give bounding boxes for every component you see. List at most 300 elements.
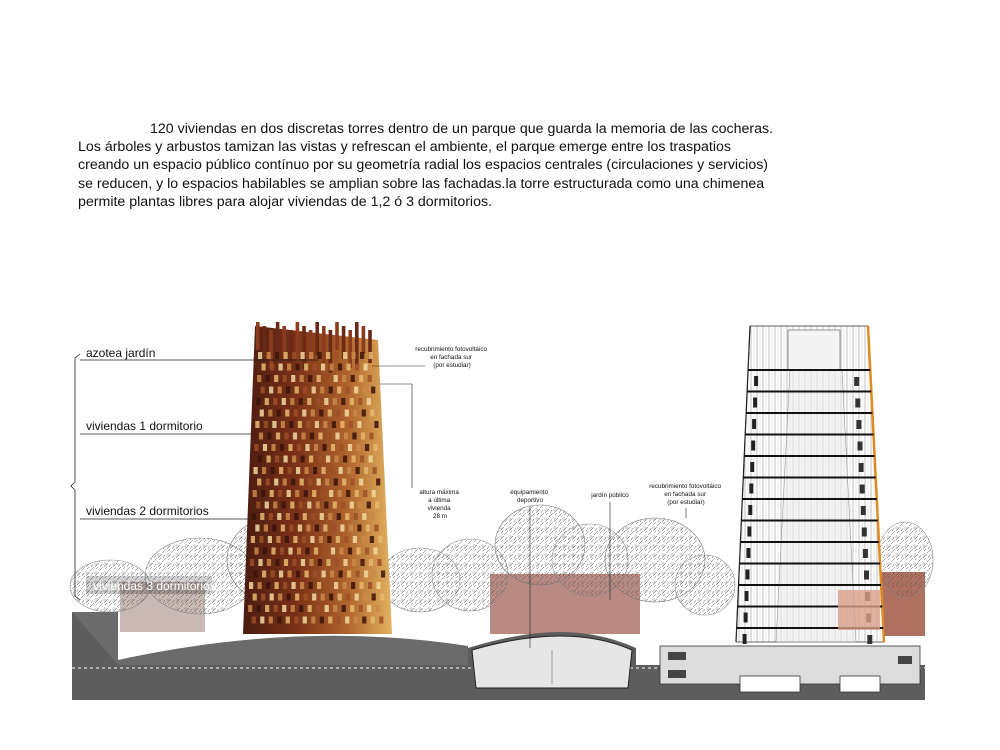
facade-window [299, 502, 303, 509]
facade-window [362, 410, 366, 417]
parked-car [898, 656, 912, 664]
facade-window [317, 582, 321, 589]
tree [877, 522, 933, 598]
resident-figure [751, 441, 755, 451]
svg-text:recubrimiento fotovoltáico [415, 346, 489, 369]
facade-window [253, 490, 257, 497]
facade-window [378, 536, 382, 543]
facade-window [286, 387, 290, 394]
parked-car [668, 652, 686, 660]
facade-window [279, 364, 283, 371]
facade-window [267, 559, 271, 566]
facade-window [275, 559, 279, 566]
facade-window [368, 479, 372, 486]
facade-window [255, 421, 259, 428]
facade-window [249, 582, 253, 589]
facade-window [309, 582, 313, 589]
annotation-height-line-3: vivienda [427, 505, 451, 512]
facade-window [272, 525, 276, 532]
annotation-pv-right-line-2: en fachada sur [664, 491, 706, 498]
facade-window [323, 525, 327, 532]
facade-window [269, 617, 273, 624]
facade-window [348, 548, 352, 555]
facade-window [342, 605, 346, 612]
facade-slat [362, 326, 366, 354]
facade-window [359, 605, 363, 612]
facade-window [280, 548, 284, 555]
facade-window [252, 513, 256, 520]
facade-window [331, 548, 335, 555]
facade-window [373, 444, 377, 451]
facade-window [332, 525, 336, 532]
facade-window [346, 490, 350, 497]
facade-window [284, 352, 288, 359]
facade-window [350, 605, 354, 612]
facade-window [372, 594, 376, 601]
facade-window [338, 364, 342, 371]
facade-window [316, 502, 320, 509]
facade-window [351, 479, 355, 486]
facade-window [303, 387, 307, 394]
annotation-sports-line-1: equipamiento [510, 489, 549, 496]
resident-figure [747, 527, 751, 537]
facade-window [330, 571, 334, 578]
annotation-pv-right-line-3: (por estudiar) [667, 499, 705, 506]
facade-window [284, 456, 288, 463]
facade-window [351, 582, 355, 589]
facade-window [343, 456, 347, 463]
facade-window [313, 467, 317, 474]
facade-window [337, 513, 341, 520]
facade-window [313, 571, 317, 578]
facade-window [271, 548, 275, 555]
facade-window [351, 375, 355, 382]
facade-window [343, 352, 347, 359]
facade-window [304, 364, 308, 371]
facade-window [263, 548, 267, 555]
facade-window [349, 525, 353, 532]
facade-window [370, 410, 374, 417]
facade-slat [335, 322, 339, 350]
facade-window [340, 421, 344, 428]
facade-window [345, 513, 349, 520]
facade-window [306, 421, 310, 428]
right-tower-roof-pavilion [788, 330, 840, 370]
facade-window [304, 594, 308, 601]
facade-window [360, 559, 364, 566]
facade-window [320, 513, 324, 520]
facade-window [328, 513, 332, 520]
facade-window [292, 352, 296, 359]
facade-window [329, 594, 333, 601]
facade-window [321, 364, 325, 371]
facade-window [354, 617, 358, 624]
facade-window [294, 513, 298, 520]
facade-window [312, 387, 316, 394]
facade-window [374, 525, 378, 532]
facade-window [311, 513, 315, 520]
facade-window [298, 525, 302, 532]
facade-window [257, 479, 261, 486]
facade-window [361, 536, 365, 543]
facade-window [301, 456, 305, 463]
facade-window [371, 387, 375, 394]
levels-bracket [71, 354, 80, 600]
facade-window [334, 582, 338, 589]
facade-window [295, 387, 299, 394]
facade-window [353, 536, 357, 543]
facade-window [293, 536, 297, 543]
facade-window [356, 444, 360, 451]
facade-window [366, 421, 370, 428]
facade-window [271, 467, 275, 474]
resident-figure [855, 399, 860, 408]
facade-window [266, 375, 270, 382]
facade-window [369, 433, 373, 440]
facade-window [317, 479, 321, 486]
resident-figure [746, 570, 750, 580]
facade-window [269, 387, 273, 394]
facade-window [296, 364, 300, 371]
facade-window [297, 444, 301, 451]
facade-window [261, 490, 265, 497]
parked-car [668, 670, 686, 678]
facade-window [341, 502, 345, 509]
facade-window [291, 479, 295, 486]
facade-window [258, 582, 262, 589]
resident-figure [860, 485, 865, 494]
facade-window [305, 548, 309, 555]
facade-window [275, 456, 279, 463]
facade-window [350, 398, 354, 405]
facade-window [326, 456, 330, 463]
facade-window [364, 364, 368, 371]
facade-window [259, 536, 263, 543]
facade-window [333, 605, 337, 612]
facade-window [313, 364, 317, 371]
facade-window [250, 559, 254, 566]
facade-window [257, 605, 261, 612]
resident-figure [854, 377, 859, 386]
facade-window [279, 467, 283, 474]
facade-window [361, 433, 365, 440]
facade-window [371, 513, 375, 520]
facade-window [319, 410, 323, 417]
svg-text:altura máxima a última [419, 489, 460, 520]
facade-window [326, 582, 330, 589]
facade-window [369, 456, 373, 463]
facade-slat [269, 330, 273, 368]
facade-window [254, 571, 258, 578]
facade-window [277, 513, 281, 520]
resident-figure [746, 548, 750, 558]
facade-window [337, 387, 341, 394]
facade-window [311, 617, 315, 624]
resident-figure [754, 376, 758, 386]
facade-window [299, 605, 303, 612]
facade-window [284, 433, 288, 440]
facade-window [305, 467, 309, 474]
facade-window [285, 536, 289, 543]
facade-window [381, 571, 385, 578]
facade-window [325, 479, 329, 486]
facade-window [305, 444, 309, 451]
facade-window [270, 364, 274, 371]
facade-window [375, 502, 379, 509]
facade-window [278, 490, 282, 497]
facade-window [322, 444, 326, 451]
facade-window [273, 398, 277, 405]
facade-window [306, 525, 310, 532]
facade-window [345, 410, 349, 417]
facade-window [265, 605, 269, 612]
facade-window [311, 410, 315, 417]
facade-window [300, 479, 304, 486]
facade-window [275, 352, 279, 359]
facade-window [324, 398, 328, 405]
facade-window [262, 467, 266, 474]
label-viviendas-3: viviendas 3 dormitorios [93, 579, 216, 593]
svg-text:equipamiento deportivo [510, 489, 550, 504]
facade-window [283, 582, 287, 589]
facade-window [296, 467, 300, 474]
facade-slat [348, 330, 352, 368]
facade-window [275, 582, 279, 589]
facade-window [339, 444, 343, 451]
facade-window [330, 364, 334, 371]
facade-window [365, 548, 369, 555]
facade-window [260, 513, 264, 520]
annotation-pv-left-line-3: (por estudiar) [433, 362, 471, 369]
facade-window [274, 375, 278, 382]
resident-figure [867, 635, 872, 644]
facade-window [261, 594, 265, 601]
facade-window [300, 582, 304, 589]
facade-window [373, 548, 377, 555]
facade-window [346, 594, 350, 601]
facade-window [370, 536, 374, 543]
facade-window [318, 352, 322, 359]
facade-window [286, 513, 290, 520]
facade-window [305, 571, 309, 578]
facade-window [278, 594, 282, 601]
facade-window [334, 479, 338, 486]
facade-window [268, 410, 272, 417]
facade-window [287, 490, 291, 497]
facade-window [269, 513, 273, 520]
facade-window [312, 594, 316, 601]
facade-window [330, 467, 334, 474]
right-tower [736, 326, 884, 644]
facade-window [251, 536, 255, 543]
facade-window [362, 617, 366, 624]
resident-figure [858, 442, 863, 451]
annotation-garden-line-1: jardín público [591, 492, 629, 499]
facade-window [290, 398, 294, 405]
facade-window [260, 617, 264, 624]
facade-window [262, 364, 266, 371]
facade-window [344, 433, 348, 440]
facade-window [264, 421, 268, 428]
facade-window [341, 398, 345, 405]
facade-window [371, 617, 375, 624]
annotation-pv-right-line-1: recubrimiento fotovoltáico [649, 483, 722, 490]
facade-window [295, 490, 299, 497]
facade-window [364, 467, 368, 474]
facade-window [329, 387, 333, 394]
facade-window [368, 375, 372, 382]
facade-window [304, 490, 308, 497]
facade-window [373, 467, 377, 474]
facade-window [291, 605, 295, 612]
facade-window [354, 387, 358, 394]
facade-window [290, 502, 294, 509]
description-line-1: 120 viviendas en dos discretas torres dentro de un parque que guarda la memoria de las cocheras. [150, 121, 774, 137]
facade-window [299, 398, 303, 405]
facade-window [320, 617, 324, 624]
facade-window [363, 594, 367, 601]
facade-window [300, 375, 304, 382]
facade-window [256, 398, 260, 405]
facade-window [274, 479, 278, 486]
facade-window [270, 490, 274, 497]
facade-slat [322, 326, 326, 364]
facade-window [321, 490, 325, 497]
facade-window [339, 467, 343, 474]
facade-window [318, 433, 322, 440]
facade-window [287, 594, 291, 601]
facade-window [336, 410, 340, 417]
svg-text:jardín público [590, 492, 629, 499]
facade-window [343, 559, 347, 566]
description-line-2: Los árboles y arbustos tamizan las vistas y refrescan el ambiente, el parque emerge entre los traspatios [78, 139, 731, 156]
resident-figure [859, 463, 864, 472]
facade-window [333, 502, 337, 509]
facade-window [368, 582, 372, 589]
facade-window [288, 444, 292, 451]
annotation-height-line-1: altura máxima [419, 489, 459, 496]
facade-window [350, 502, 354, 509]
description-line-5: permite plantas libres para alojar viviendas de 1,2 ó 3 dormitorios. [78, 193, 493, 210]
tree [675, 555, 735, 615]
facade-window [293, 433, 297, 440]
facade-window [254, 467, 258, 474]
facade-window [340, 525, 344, 532]
annotation-pv-left-line-2: en fachada sur [430, 354, 472, 361]
facade-window [277, 410, 281, 417]
facade-window [285, 410, 289, 417]
facade-window [279, 571, 283, 578]
facade-window [320, 387, 324, 394]
facade-window [254, 548, 258, 555]
facade-window [331, 444, 335, 451]
facade-window [283, 479, 287, 486]
facade-window [270, 594, 274, 601]
facade-window [292, 456, 296, 463]
facade-window [333, 398, 337, 405]
facade-window [252, 617, 256, 624]
facade-window [284, 559, 288, 566]
facade-window [265, 398, 269, 405]
facade-window [364, 571, 368, 578]
facade-window [360, 582, 364, 589]
facade-window [312, 490, 316, 497]
facade-window [265, 502, 269, 509]
facade-window [292, 559, 296, 566]
facade-window [355, 594, 359, 601]
facade-slat [302, 326, 306, 369]
facade-window [322, 571, 326, 578]
facade-window [318, 456, 322, 463]
facade-window [308, 479, 312, 486]
facade-window [349, 421, 353, 428]
facade-window [358, 398, 362, 405]
facade-window [362, 513, 366, 520]
facade-window [357, 525, 361, 532]
facade-window [278, 387, 282, 394]
facade-window [301, 433, 305, 440]
facade-window [321, 594, 325, 601]
facade-window [338, 594, 342, 601]
facade-window [342, 375, 346, 382]
description-line-4: se reducen, y lo espacios habilables se amplian sobre las fachadas.la torre estructurada como una chimenea [78, 175, 765, 192]
facade-window [356, 548, 360, 555]
facade-window [276, 433, 280, 440]
facade-window [326, 352, 330, 359]
resident-figure [745, 591, 749, 601]
facade-window [289, 525, 293, 532]
facade-window [309, 456, 313, 463]
facade-window [325, 605, 329, 612]
facade-window [359, 375, 363, 382]
facade-window [258, 352, 262, 359]
facade-window [277, 617, 281, 624]
facade-window [376, 479, 380, 486]
facade-window [294, 410, 298, 417]
description-line-3: creando un espacio público contínuo por su geometría radial los espacios centrales (circulaciones y servicios) [78, 157, 769, 174]
facade-window [274, 605, 278, 612]
facade-window [302, 536, 306, 543]
resident-figure [750, 462, 754, 472]
facade-window [367, 398, 371, 405]
svg-text:recubrimiento fotovoltáico [649, 483, 723, 506]
facade-window [301, 352, 305, 359]
facade-window [309, 352, 313, 359]
facade-window [366, 525, 370, 532]
annotation-height [380, 384, 461, 520]
resident-figure [743, 634, 747, 644]
facade-window [355, 364, 359, 371]
facade-window [323, 421, 327, 428]
label-viviendas-2: viviendas 2 dormitorios [86, 504, 209, 518]
facade-window [267, 433, 271, 440]
facade-window [282, 398, 286, 405]
facade-window [303, 513, 307, 520]
label-viviendas-1: viviendas 1 dormitorio [86, 419, 203, 433]
facade-window [322, 467, 326, 474]
facade-window [271, 571, 275, 578]
right-tower-lower-apartment [838, 590, 880, 630]
facade-window [256, 502, 260, 509]
facade-window [260, 410, 264, 417]
facade-window [357, 421, 361, 428]
facade-window [253, 594, 257, 601]
facade-window [316, 605, 320, 612]
facade-window [282, 502, 286, 509]
basement-room [740, 676, 800, 692]
facade-window [315, 525, 319, 532]
facade-window [345, 617, 349, 624]
